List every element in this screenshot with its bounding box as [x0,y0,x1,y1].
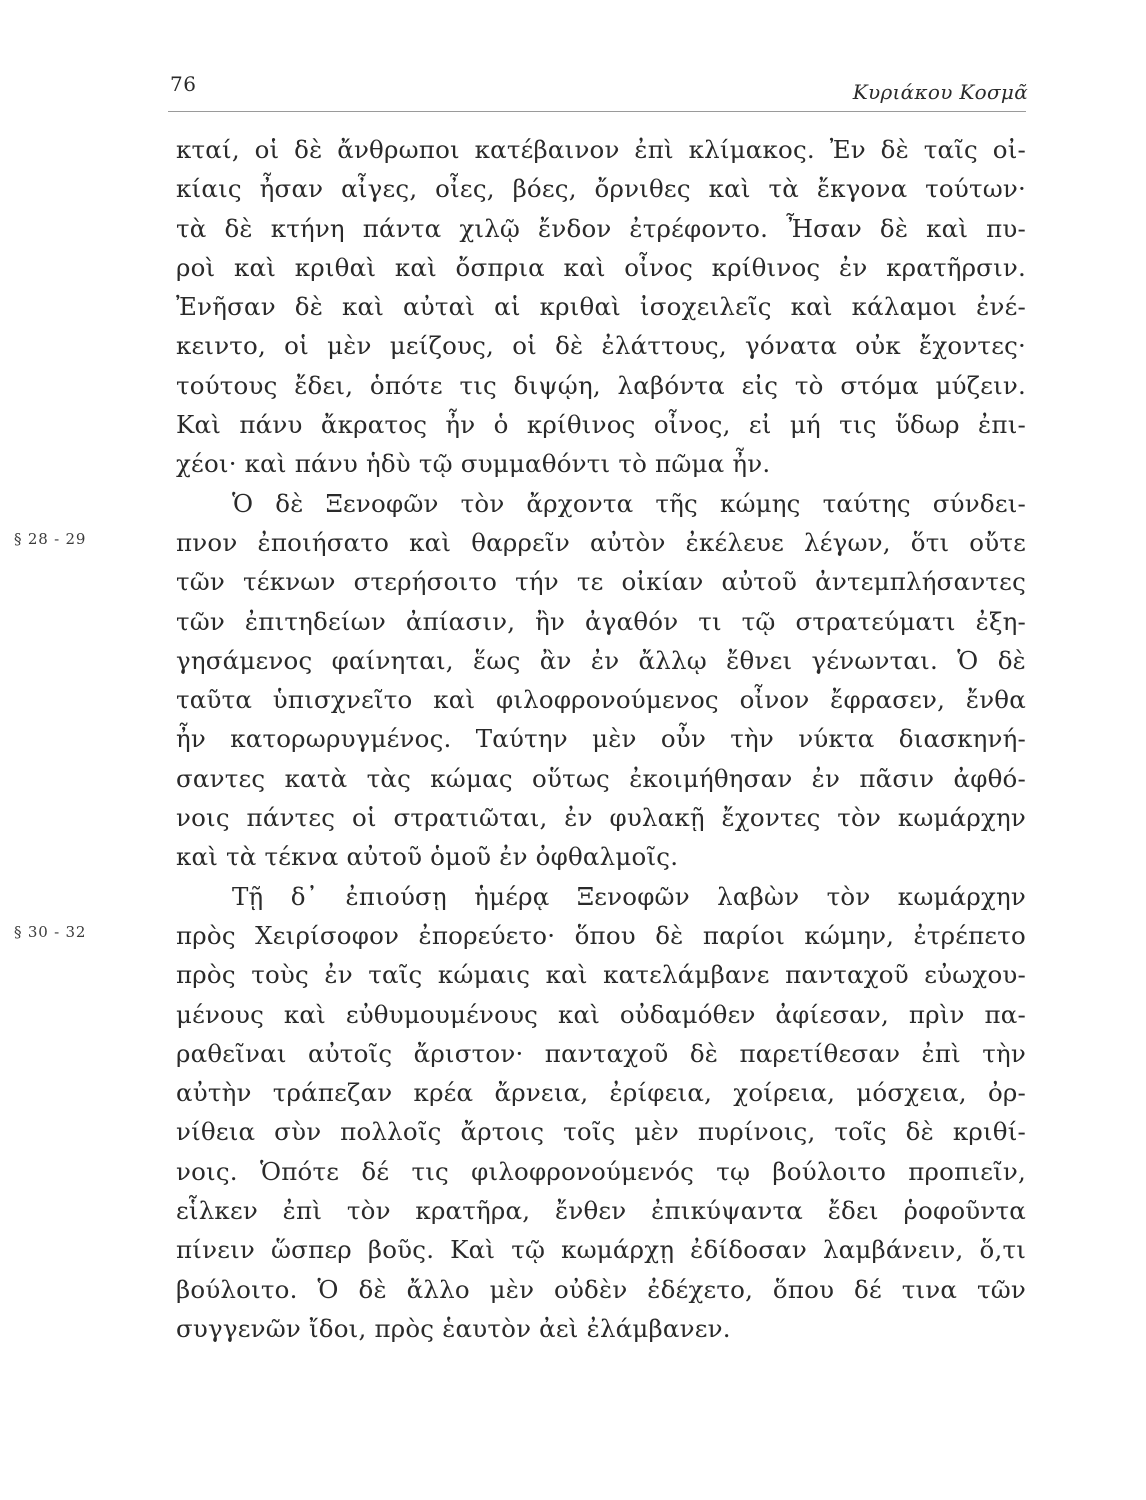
text-line: νοις πάντες οἱ στρατιῶται, ἐν φυλακῇ ἔχοντες τὸν κωμάρχην [176,803,1026,833]
text-line: νίθεια σὺν πολλοῖς ἄρτοις τοῖς μὲν πυρίνοις, τοῖς δὲ κριθί- [176,1117,1026,1147]
text-line: τῶν ἐπιτηδείων ἀπίασιν, ἢν ἀγαθόν τι τῷ στρατεύματι ἐξη- [176,606,1026,636]
page-number: 76 [170,72,197,96]
text-line: γησάμενος φαίνηται, ἕως ἂν ἐν ἄλλῳ ἔθνει γένωνται. Ὁ δὲ [176,645,1026,675]
body-text [176,130,1026,1348]
text-line: ἦν κατορωρυγμένος. Ταύτην μὲν οὖν τὴν νύκτα διασκηνή- [176,724,1026,754]
text-line: πρὸς Χειρίσοφον ἐπορεύετο· ὅπου δὲ παρίοι κώμην, ἐτρέπετο [176,920,1026,950]
text-line: πνον ἐποιήσατο καὶ θαρρεῖν αὐτὸν ἐκέλευε λέγων, ὅτι οὔτε [176,527,1026,557]
text-line: Ἐνῆσαν δὲ καὶ αὐταὶ αἱ κριθαὶ ἰσοχειλεῖς καὶ κάλαμοι ἐνέ- [176,292,1026,322]
text-line: καὶ τὰ τέκνα αὐτοῦ ὁμοῦ ἐν ὀφθαλμοῖς. [176,842,679,872]
text-line: εἷλκεν ἐπὶ τὸν κρατῆρα, ἔνθεν ἐπικύψαντα ἔδει ῥοφοῦντα [176,1196,1026,1226]
section-margin-note: § 28 - 29 [14,530,87,548]
text-line: τὰ δὲ κτήνη πάντα χιλῷ ἔνδον ἐτρέφοντο. Ἦσαν δὲ καὶ πυ- [176,213,1026,243]
text-line: πίνειν ὥσπερ βοῦς. Καὶ τῷ κωμάρχῃ ἐδίδοσαν λαμβάνειν, ὅ,τι [176,1235,1026,1265]
text-line: κειντο, οἱ μὲν μείζους, οἱ δὲ ἐλάττους, γόνατα οὐκ ἔχοντες· [176,331,1026,361]
section-margin-note: § 30 - 32 [14,923,87,941]
text-line: ραθεῖναι αὐτοῖς ἄριστον· πανταχοῦ δὲ παρετίθεσαν ἐπὶ τὴν [176,1038,1026,1068]
text-line: ροὶ καὶ κριθαὶ καὶ ὄσπρια καὶ οἶνος κρίθινος ἐν κρατῆρσιν. [176,252,1026,282]
text-line: βούλοιτο. Ὁ δὲ ἄλλο μὲν οὐδὲν ἐδέχετο, ὅπου δέ τινα τῶν [176,1274,1026,1304]
header-rule [168,111,1026,112]
text-line: κταί, οἱ δὲ ἄνθρωποι κατέβαινον ἐπὶ κλίμακος. Ἐν δὲ ταῖς οἰ- [176,135,1026,164]
text-line: χέοι· καὶ πάνυ ἡδὺ τῷ συμμαθόντι τὸ πῶμα ἦν. [176,449,771,479]
text-line: τῶν τέκνων στερήσοιτο τήν τε οἰκίαν αὐτοῦ ἀντεμπλήσαντες [176,567,1026,597]
text-line: τούτους ἔδει, ὁπότε τις διψῴη, λαβόντα εἰς τὸ στόμα μύζειν. [176,370,1026,400]
text-line: αὐτὴν τράπεζαν κρέα ἄρνεια, ἐρίφεια, χοίρεια, μόσχεια, ὀρ- [176,1078,1026,1108]
text-line: σαντες κατὰ τὰς κώμας οὕτως ἐκοιμήθησαν ἐν πᾶσιν ἀφθό- [176,763,1026,793]
text-line: κίαις ἦσαν αἶγες, οἶες, βόες, ὄρνιθες καὶ τὰ ἔκγονα τούτων· [176,174,1026,204]
text-line: Ὁ δὲ Ξενοφῶν τὸν ἄρχοντα τῆς κώμης ταύτης σύνδει- [232,488,1026,518]
running-title: Κυριάκου Κοσμᾶ [852,80,1028,104]
text-line: Τῇ δ᾽ ἐπιούσῃ ἡμέρᾳ Ξενοφῶν λαβὼν τὸν κωμάρχην [232,881,1026,911]
text-line: ταῦτα ὑπισχνεῖτο καὶ φιλοφρονούμενος οἶνον ἔφρασεν, ἔνθα [176,685,1026,715]
text-line: μένους καὶ εὐθυμουμένους καὶ οὐδαμόθεν ἀφίεσαν, πρὶν πα- [176,999,1026,1029]
text-line: πρὸς τοὺς ἐν ταῖς κώμαις καὶ κατελάμβανε πανταχοῦ εὐωχου- [176,960,1026,990]
text-line: συγγενῶν ἴδοι, πρὸς ἑαυτὸν ἀεὶ ἐλάμβανεν. [176,1313,731,1343]
text-line: νοις. Ὁπότε δέ τις φιλοφρονούμενός τῳ βούλοιτο προπιεῖν, [176,1156,1026,1186]
text-line: Καὶ πάνυ ἄκρατος ἦν ὁ κρίθινος οἶνος, εἰ μή τις ὕδωρ ἐπι- [176,410,1026,440]
